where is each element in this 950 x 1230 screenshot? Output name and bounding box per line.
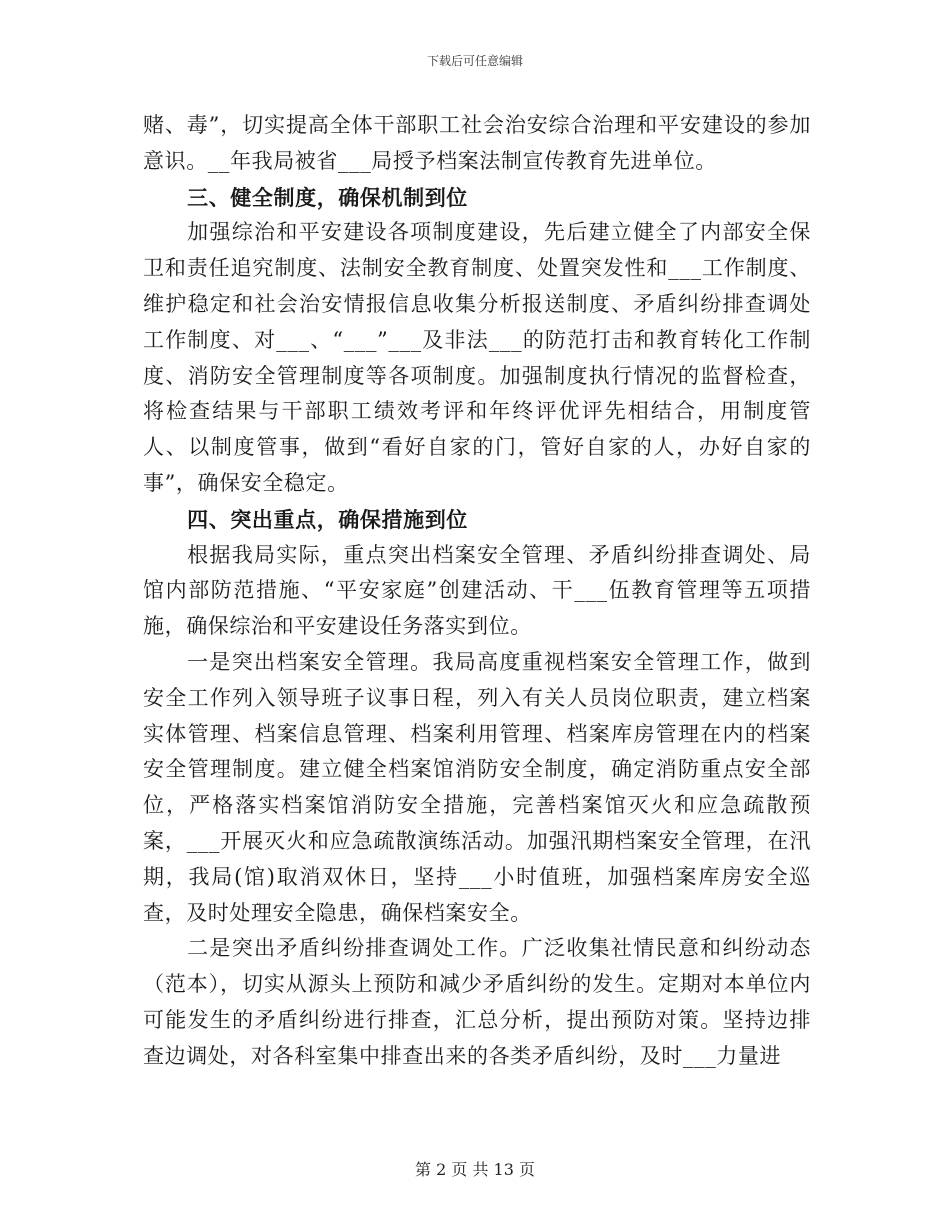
page-header-note: 下载后可任意编辑	[426, 54, 523, 68]
section-heading-4: 四、突出重点，确保措施到位	[187, 506, 468, 532]
paragraph-continuation: 赌、毒”，切实提高全体干部职工社会治安综合治理和平安建设的参加意识。__年我局被省___局授予档案法制宣传教育先进单位。	[143, 113, 811, 173]
paragraph-dispute-resolution: 二是突出矛盾纠纷排查调处工作。广泛收集社情民意和纠纷动态（范本），切实从源头上预防和减少矛盾纠纷的发生。定期对本单位内可能发生的矛盾纠纷进行排查，汇总分析，提出预防对策。坚持边排查边调处，对各科室集中排查出来的各类矛盾纠纷，及时___力量进	[143, 936, 811, 1068]
section-heading-3: 三、健全制度，确保机制到位	[187, 184, 468, 210]
document-body	[143, 108, 811, 1075]
paragraph-key-measures: 根据我局实际，重点突出档案安全管理、矛盾纠纷排查调处、局馆内部防范措施、“平安家庭”创建活动、干___伍教育管理等五项措施，确保综治和平安建设任务落实到位。	[143, 542, 811, 639]
page-number: 第 2 页 共 13 页	[415, 1160, 535, 1179]
paragraph-archive-safety: 一是突出档案安全管理。我局高度重视档案安全管理工作，做到安全工作列入领导班子议事日程，列入有关人员岗位职责，建立档案实体管理、档案信息管理、档案利用管理、档案库房管理在内的档案安全管理制度。建立健全档案馆消防安全制度，确定消防重点安全部位，严格落实档案馆消防安全措施，完善档案馆灭火和应急疏散预案，___开展灭火和应急疏散演练活动。加强汛期档案安全管理，在汛期，我局(馆)取消双休日，坚持___小时值班，加强档案库房安全巡查，及时处理安全隐患，确保档案安全。	[143, 649, 811, 925]
paragraph-system-building: 加强综治和平安建设各项制度建设，先后建立健全了内部安全保卫和责任追究制度、法制安全教育制度、处置突发性和___工作制度、维护稳定和社会治安情报信息收集分析报送制度、矛盾纠纷排查调处工作制度、对___、“___”___及非法___的防范打击和教育转化工作制度、消防安全管理制度等各项制度。加强制度执行情况的监督检查，将检查结果与干部职工绩效考评和年终评优评先相结合，用制度管人、以制度管事，做到“看好自家的门，管好自家的人，办好自家的事”，确保安全稳定。	[143, 220, 811, 495]
